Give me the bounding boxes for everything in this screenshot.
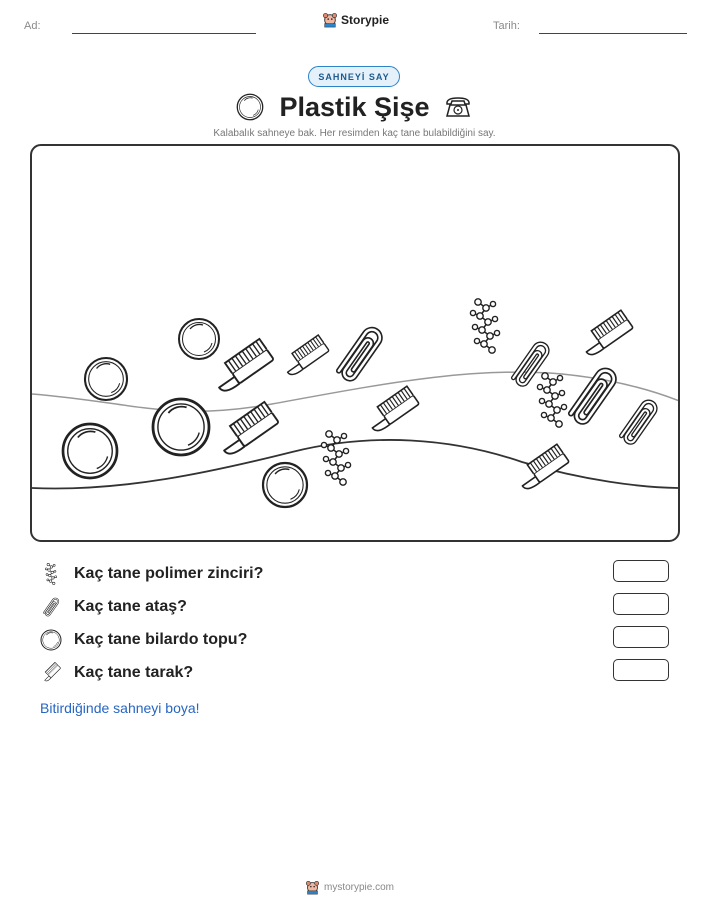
footer	[305, 880, 394, 895]
question-paperclip	[40, 596, 187, 618]
polymer-chain-icon	[40, 563, 62, 585]
paperclip-icon	[40, 596, 62, 618]
storypie-mascot-icon	[322, 12, 338, 28]
billiard-ball	[85, 358, 127, 400]
comb	[578, 310, 633, 358]
coloring-note: Bitirdiğinde sahneyi boya!	[40, 700, 200, 716]
billiard-ball	[63, 424, 117, 478]
comb	[280, 335, 329, 377]
comb	[364, 386, 419, 434]
question-polymer-chain	[40, 563, 263, 585]
answer-box-paperclip[interactable]	[613, 593, 669, 615]
comb	[209, 339, 273, 395]
question-comb	[40, 662, 193, 684]
activity-badge: SAHNEYİ SAY	[308, 66, 400, 87]
scene-illustration	[32, 146, 680, 542]
storypie-logo	[322, 12, 389, 28]
question-text: Kaç tane tarak?	[74, 664, 194, 681]
name-label: Ad:	[24, 20, 41, 32]
comb-icon	[40, 662, 62, 684]
logo-text: Storypie	[341, 13, 390, 27]
footer-url[interactable]: mystorypie.com	[324, 882, 395, 893]
question-text: Kaç tane ataş?	[74, 598, 187, 615]
answer-box-billiard-ball[interactable]	[613, 626, 669, 648]
question-text: Kaç tane polimer zinciri?	[74, 565, 264, 582]
answer-box-polymer-chain[interactable]	[613, 560, 669, 582]
date-line[interactable]	[539, 33, 687, 34]
instructions: Kalabalık sahneye bak. Her resimden kaç tane bulabildiğini say.	[213, 128, 496, 139]
paperclip	[621, 399, 658, 444]
storypie-mascot-icon	[305, 880, 320, 895]
water-wave-front	[32, 440, 680, 489]
polymer-chain	[470, 299, 499, 353]
polymer-chain	[321, 431, 350, 485]
comb	[514, 444, 569, 492]
polymer-chain	[537, 373, 566, 427]
date-label: Tarih:	[493, 20, 520, 32]
billiard-ball	[263, 463, 307, 507]
page-title: Plastik Şişe	[279, 92, 430, 122]
answer-box-comb[interactable]	[613, 659, 669, 681]
counting-scene	[30, 144, 680, 542]
billiard-ball	[179, 319, 219, 359]
billiard-ball	[153, 399, 209, 455]
name-line[interactable]	[72, 33, 256, 34]
paperclip	[338, 326, 383, 380]
telephone-icon	[444, 93, 472, 121]
question-billiard-ball	[40, 629, 247, 651]
billiard-ball-icon	[40, 629, 62, 651]
question-text: Kaç tane bilardo topu?	[74, 631, 248, 648]
